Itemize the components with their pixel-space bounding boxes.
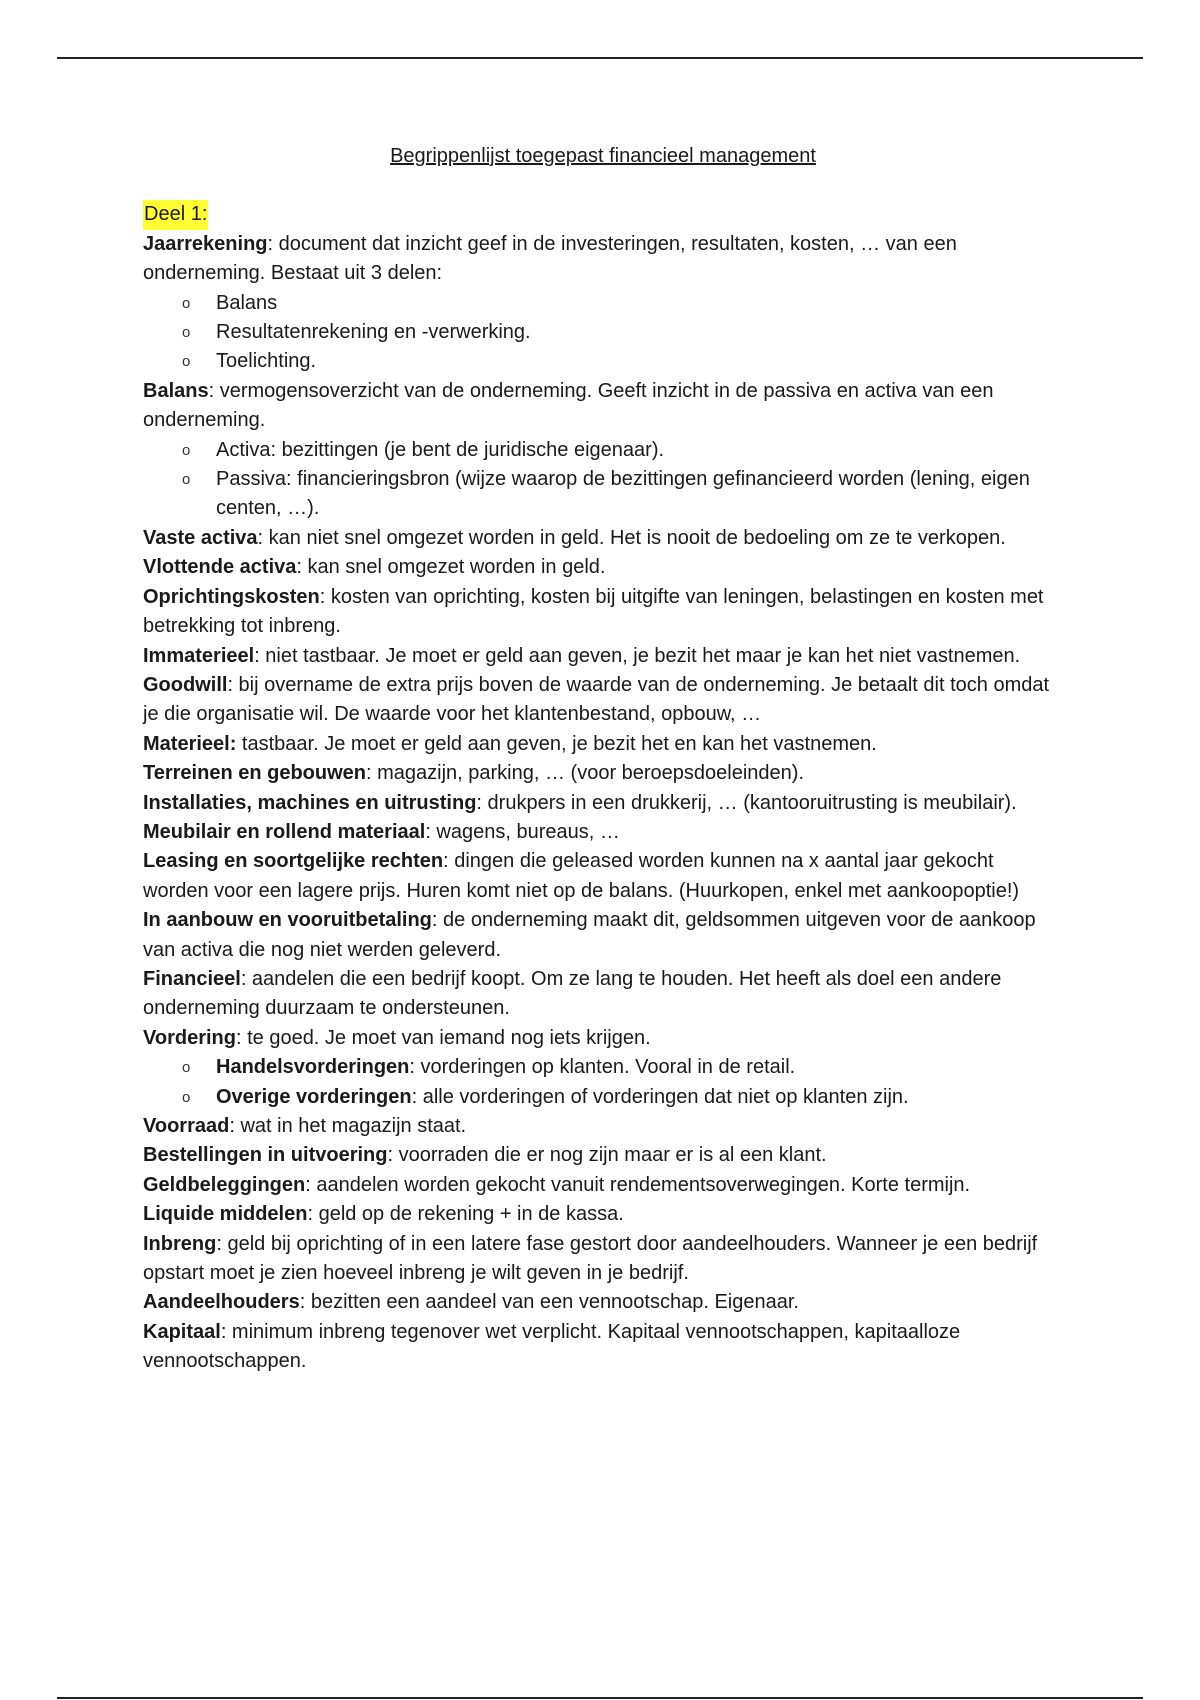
bullet-list	[143, 289, 1063, 377]
glossary-definition: : geld op de rekening + in de kassa.	[307, 1203, 624, 1226]
section-label-highlighted: Deel 1:	[143, 200, 208, 229]
glossary-definition: : te goed. Je moet van iemand nog iets krijgen.	[235, 1026, 651, 1049]
glossary-definition: : geld bij oprichting of in een latere fase gestort door aandeelhouders. Wanneer je een bedrijf opstart moet je zien hoeveel inbreng je wilt geven in je bedrijf.	[143, 1232, 1038, 1285]
bullet-text: : vorderingen op klanten. Vooral in de retail.	[409, 1056, 796, 1079]
glossary-entry	[143, 789, 1063, 818]
glossary-entry	[143, 1200, 1063, 1229]
glossary-entry	[143, 642, 1063, 671]
hollow-circle-bullet-icon: o	[182, 353, 191, 371]
glossary-definition: : voorraden die er nog zijn maar er is al een klant.	[387, 1144, 827, 1167]
glossary-term: Vlottende activa	[143, 556, 297, 579]
glossary-entry	[143, 1112, 1063, 1141]
glossary-entry	[143, 759, 1063, 788]
document-title: Begrippenlijst toegepast financieel management	[390, 145, 816, 167]
glossary-definition: : vermogensoverzicht van de onderneming. Geeft inzicht in de passiva en activa van een onderneming.	[143, 379, 994, 432]
glossary-definition: : kan snel omgezet worden in geld.	[296, 556, 606, 579]
glossary-term: Voorraad	[143, 1115, 230, 1137]
glossary-entry	[143, 377, 1063, 436]
glossary-entry	[143, 1024, 1063, 1053]
glossary-term: Vordering	[143, 1026, 236, 1049]
hollow-circle-bullet-icon: o	[182, 471, 191, 489]
bullet-text: Resultatenrekening en -verwerking.	[216, 321, 531, 344]
bullet-item	[143, 318, 1063, 347]
glossary-definition: : de onderneming maakt dit, geldsommen uitgeven voor de aankoop van activa die nog niet werden geleverd.	[143, 909, 1036, 961]
glossary-definition: : aandelen die een bedrijf koopt. Om ze lang te houden. Het heeft als doel een andere onderneming duurzaam te ondersteunen.	[143, 967, 1002, 1020]
glossary-entry	[143, 553, 1063, 582]
glossary-term: Terreinen en gebouwen	[143, 762, 366, 785]
glossary-entry	[143, 1141, 1063, 1170]
glossary-definition: : magazijn, parking, … (voor beroepsdoeleinden).	[366, 762, 805, 785]
glossary-definition: : wagens, bureaus, …	[425, 820, 620, 843]
glossary-term: Aandeelhouders	[143, 1291, 300, 1314]
page-bottom-rule	[57, 1697, 1143, 1699]
glossary-entry	[143, 1318, 1063, 1377]
bullet-item	[143, 289, 1063, 318]
hollow-circle-bullet-icon: o	[182, 441, 191, 459]
bullet-text: Passiva: financieringsbron (wijze waarop de bezittingen gefinancieerd worden (lening, eigen centen, …).	[216, 468, 1030, 520]
glossary-definition: : wat in het magazijn staat.	[229, 1115, 467, 1137]
glossary-term: Meubilair en rollend materiaal	[143, 820, 426, 843]
glossary-definition: : aandelen worden gekocht vanuit rendementsoverwegingen. Korte termijn.	[305, 1173, 971, 1196]
glossary-term: Materieel:	[143, 732, 237, 755]
bullet-text: Toelichting.	[216, 350, 317, 373]
section-heading	[143, 200, 1063, 229]
glossary-definition: : document dat inzicht geef in de investeringen, resultaten, kosten, … van een onderneming. Bestaat uit 3 delen:	[143, 232, 957, 285]
glossary-term: Inbreng	[143, 1232, 217, 1255]
bullet-list	[143, 1053, 1063, 1112]
glossary-definition: tastbaar. Je moet er geld aan geven, je bezit het en kan het vastnemen.	[236, 732, 877, 755]
glossary-entry	[143, 671, 1063, 730]
glossary-definition: : niet tastbaar. Je moet er geld aan geven, je bezit het maar je kan het niet vastnemen.	[254, 644, 1021, 667]
bullet-term: Overige vorderingen	[216, 1085, 412, 1108]
glossary-term: Oprichtingskosten	[143, 585, 320, 608]
hollow-circle-bullet-icon: o	[182, 294, 191, 312]
bullet-item	[143, 1083, 1063, 1112]
bullet-text: Activa: bezittingen (je bent de juridische eigenaar).	[216, 438, 665, 461]
bullet-item	[143, 1053, 1063, 1082]
glossary-definition: : dingen die geleased worden kunnen na x aantal jaar gekocht worden voor een lagere prijs. Huren komt niet op de balans. (Huurkopen, enkel met aankoopoptie!)	[143, 850, 1020, 902]
glossary-entry	[143, 230, 1063, 289]
bullet-item	[143, 465, 1063, 524]
glossary-entry	[143, 730, 1063, 759]
bullet-item	[143, 436, 1063, 465]
bullet-text: Balans	[216, 291, 278, 314]
glossary-definition: : kosten van oprichting, kosten bij uitgifte van leningen, belastingen en kosten met betrekking tot inbreng.	[143, 585, 1044, 638]
page-top-rule	[57, 57, 1143, 59]
glossary-term: Bestellingen in uitvoering	[143, 1144, 388, 1167]
glossary-entry	[143, 965, 1063, 1024]
hollow-circle-bullet-icon: o	[182, 324, 191, 342]
glossary-term: Geldbeleggingen	[143, 1173, 306, 1196]
glossary-term: Leasing en soortgelijke rechten	[143, 850, 444, 873]
document-body	[143, 142, 1063, 1377]
glossary-entry	[143, 847, 1063, 906]
glossary-term: Liquide middelen	[143, 1203, 308, 1226]
glossary-definition: : minimum inbreng tegenover wet verplicht. Kapitaal vennootschappen, kapitaalloze vennootschappen.	[143, 1320, 961, 1373]
hollow-circle-bullet-icon: o	[182, 1088, 191, 1106]
glossary-list	[143, 230, 1063, 1377]
glossary-term: Installaties, machines en uitrusting	[143, 791, 477, 814]
glossary-entry	[143, 1288, 1063, 1317]
glossary-term: Balans	[143, 379, 209, 402]
glossary-definition: : drukpers in een drukkerij, … (kantooruitrusting is meubilair).	[476, 791, 1017, 814]
glossary-definition: : bezitten een aandeel van een vennootschap. Eigenaar.	[299, 1291, 799, 1314]
glossary-entry	[143, 524, 1063, 553]
glossary-entry	[143, 1230, 1063, 1289]
glossary-entry	[143, 583, 1063, 642]
glossary-term: Kapitaal	[143, 1320, 221, 1343]
bullet-text: : alle vorderingen of vorderingen dat niet op klanten zijn.	[411, 1085, 909, 1108]
glossary-term: Financieel	[143, 967, 241, 990]
glossary-definition: : bij overname de extra prijs boven de waarde van de onderneming. Je betaalt dit toch omdat je die organisatie wil. De waarde voor het klantenbestand, opbouw, …	[143, 673, 1050, 726]
glossary-entry	[143, 818, 1063, 847]
bullet-list	[143, 436, 1063, 524]
hollow-circle-bullet-icon: o	[182, 1059, 191, 1077]
bullet-item	[143, 347, 1063, 376]
glossary-term: Vaste activa	[143, 526, 258, 549]
glossary-term: In aanbouw en vooruitbetaling	[143, 909, 432, 932]
glossary-entry	[143, 906, 1063, 965]
glossary-term: Immaterieel	[143, 644, 255, 667]
glossary-entry	[143, 1171, 1063, 1200]
glossary-term: Jaarrekening	[143, 232, 268, 255]
bullet-term: Handelsvorderingen	[216, 1056, 410, 1079]
glossary-term: Goodwill	[143, 673, 228, 696]
glossary-definition: : kan niet snel omgezet worden in geld. Het is nooit de bedoeling om ze te verkopen.	[257, 526, 1006, 549]
